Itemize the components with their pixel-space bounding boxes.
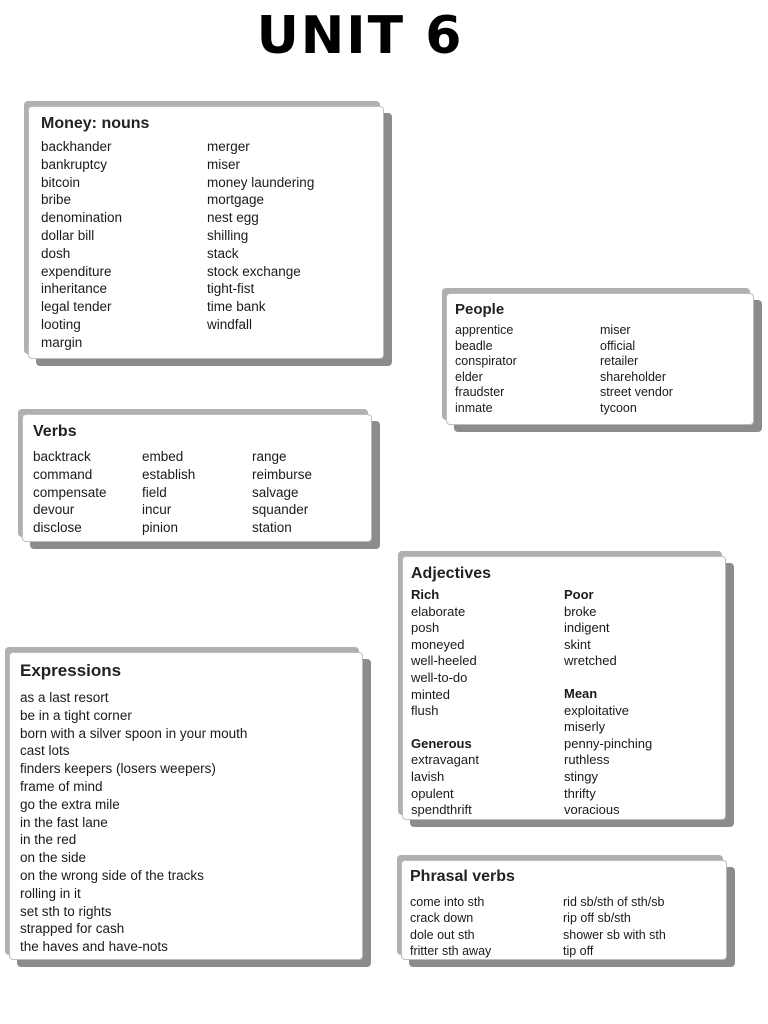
adjectives-heading: Adjectives — [411, 565, 492, 582]
poor-subheading: Poor — [564, 587, 594, 602]
word-item: stock exchange — [207, 263, 301, 279]
word-item: be in a tight corner — [20, 707, 132, 723]
word-item: crack down — [410, 911, 474, 926]
word-item: nest egg — [207, 210, 259, 226]
word-item: shower sb with sth — [563, 927, 666, 942]
word-item: elder — [455, 369, 483, 384]
rich-subheading: Rich — [411, 587, 440, 602]
verbs-col3 — [252, 448, 312, 537]
word-item: miserly — [564, 719, 606, 735]
word-item: penny-pinching — [564, 735, 653, 751]
people-col1 — [455, 323, 600, 417]
word-item: tight-fist — [207, 281, 255, 297]
word-item: beadle — [455, 338, 493, 353]
word-item: spendthrift — [411, 802, 472, 818]
word-item: rolling in it — [20, 885, 81, 901]
word-item: set sth to rights — [20, 903, 112, 919]
word-item: margin — [41, 334, 83, 350]
word-item: broke — [564, 603, 597, 619]
expressions-box — [9, 652, 363, 960]
word-item: well-to-do — [411, 669, 468, 685]
word-item: the haves and have-nots — [20, 939, 168, 955]
word-item: exploitative — [564, 702, 630, 718]
word-item: disclose — [33, 520, 82, 536]
word-item: mortgage — [207, 192, 265, 208]
verbs-box — [22, 414, 372, 542]
phrasal-verbs-box — [401, 860, 727, 960]
word-item: apprentice — [455, 323, 514, 337]
generous-list — [411, 752, 564, 818]
verbs-col1 — [33, 448, 142, 537]
generous-subheading: Generous — [411, 735, 472, 751]
word-item: cast lots — [20, 743, 70, 759]
word-item: miser — [600, 323, 631, 337]
word-item: thrifty — [564, 785, 596, 801]
word-item: skint — [564, 636, 591, 652]
word-item: shilling — [207, 227, 249, 243]
poor-list — [564, 604, 652, 670]
word-item: dole out sth — [410, 927, 475, 942]
phrasal-verbs-col1 — [410, 894, 563, 960]
word-item: minted — [411, 686, 451, 702]
word-item: miser — [207, 156, 240, 172]
word-item: indigent — [564, 620, 610, 636]
phrasal-verbs-heading: Phrasal verbs — [410, 868, 515, 885]
word-item: bribe — [41, 192, 72, 208]
word-item: born with a silver spoon in your mouth — [20, 725, 248, 741]
word-item: devour — [33, 502, 75, 518]
word-item: retailer — [600, 354, 639, 369]
word-item: come into sth — [410, 895, 485, 909]
word-item: inmate — [455, 400, 493, 415]
adjectives-box — [402, 556, 726, 820]
people-box — [446, 293, 754, 425]
adjectives-col1 — [411, 587, 564, 819]
word-item: legal tender — [41, 299, 112, 315]
word-item: tip off — [563, 944, 594, 959]
mean-list — [564, 703, 652, 819]
word-item: money laundering — [207, 174, 315, 190]
page-title: UNIT 6 — [256, 6, 464, 66]
verbs-heading: Verbs — [33, 423, 77, 440]
word-item: windfall — [207, 316, 253, 332]
word-item: fraudster — [455, 385, 505, 400]
word-item: dollar bill — [41, 227, 95, 243]
money-nouns-box — [28, 106, 384, 359]
word-item: field — [142, 484, 167, 500]
word-item: extravagant — [411, 752, 479, 768]
word-item: establish — [142, 466, 196, 482]
word-item: flush — [411, 703, 439, 719]
people-heading: People — [455, 301, 505, 318]
word-item: tycoon — [600, 400, 637, 415]
word-item: shareholder — [600, 369, 667, 384]
verbs-col2 — [142, 448, 252, 537]
word-item: pinion — [142, 520, 179, 536]
word-item: wretched — [564, 653, 617, 669]
word-item: as a last resort — [20, 690, 109, 705]
expressions-heading: Expressions — [20, 661, 122, 680]
word-item: moneyed — [411, 636, 465, 652]
rich-list — [411, 604, 564, 720]
word-item: inheritance — [41, 281, 108, 297]
money-nouns-heading: Money: nouns — [41, 115, 150, 132]
people-col2 — [600, 323, 673, 417]
word-item: voracious — [564, 802, 620, 818]
word-item: time bank — [207, 299, 266, 315]
word-item: opulent — [411, 785, 454, 801]
word-item: in the fast lane — [20, 814, 108, 830]
word-item: reimburse — [252, 466, 313, 482]
word-item: backhander — [41, 139, 112, 154]
word-item: on the wrong side of the tracks — [20, 867, 204, 883]
word-item: posh — [411, 620, 440, 636]
word-item: elaborate — [411, 603, 466, 619]
word-item: well-heeled — [411, 653, 477, 669]
word-item: salvage — [252, 484, 299, 500]
word-item: rid sb/sth of sth/sb — [563, 895, 665, 909]
word-item: squander — [252, 502, 309, 518]
adjectives-col2 — [564, 587, 652, 819]
word-item: ruthless — [564, 752, 610, 768]
word-item: denomination — [41, 210, 123, 226]
word-item: official — [600, 338, 636, 353]
phrasal-verbs-col2 — [563, 894, 666, 960]
mean-subheading: Mean — [564, 685, 598, 701]
word-item: looting — [41, 316, 81, 332]
word-item: strapped for cash — [20, 921, 125, 937]
word-item: in the red — [20, 832, 77, 848]
word-item: frame of mind — [20, 778, 103, 794]
word-item: incur — [142, 502, 172, 518]
word-item: stack — [207, 245, 239, 261]
word-item: bankruptcy — [41, 156, 108, 172]
word-item: backtrack — [33, 449, 91, 464]
word-item: merger — [207, 139, 250, 154]
word-item: command — [33, 466, 93, 482]
word-item: stingy — [564, 768, 598, 784]
money-nouns-col1 — [41, 138, 207, 352]
word-item: embed — [142, 449, 184, 464]
word-item: rip off sb/sth — [563, 911, 631, 926]
expressions-list — [20, 689, 352, 956]
word-item: range — [252, 449, 287, 464]
word-item: compensate — [33, 484, 107, 500]
word-item: street vendor — [600, 385, 673, 400]
word-item: dosh — [41, 245, 71, 261]
word-item: on the side — [20, 850, 87, 866]
word-item: go the extra mile — [20, 796, 120, 812]
word-item: lavish — [411, 768, 445, 784]
word-item: finders keepers (losers weepers) — [20, 761, 216, 777]
word-item: expenditure — [41, 263, 112, 279]
word-item: station — [252, 520, 292, 536]
money-nouns-col2 — [207, 138, 314, 352]
word-item: bitcoin — [41, 174, 81, 190]
word-item: fritter sth away — [410, 944, 492, 959]
word-item: conspirator — [455, 354, 517, 369]
